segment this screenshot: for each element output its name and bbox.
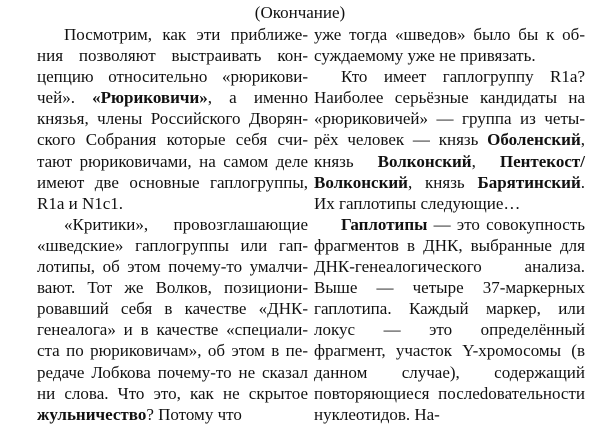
right-column — [314, 24, 585, 425]
paragraph-haplotypes-definition: Гаплотипы — это совокупность фрагментов в ДНК, выбранные для ДНК-генеалогического анализа. Выше — четыре 37-маркерных гаплотипа. Каждый маркер, или локус — это определённый фрагмент, участок Y-хромосомы (в данном случае), содержащий повторяющиеся послеdовательности нуклеотидов. На- — [314, 214, 585, 424]
paragraph-rurikovichi-intro: Посмотрим, как эти приближения позволяют выстраивать концепцию относительно «рюриковичей». «Рюриковичи», а именно князья, члены Российского Дворянского Собрания которые себя считают рюриковичами, на самом деле имеют две основные гаплогруппы, R1a и N1c1. — [37, 25, 308, 213]
bold-name-volkonsky: Волконский — [377, 151, 472, 171]
bold-term-haplotypes: Гаплотипы — [341, 214, 428, 234]
bold-term-rurikovichi: «Рюриковичи» — [92, 88, 208, 108]
bold-name-obolensky: Оболенский — [487, 130, 581, 150]
bold-name-pentecost-volkonsky: Пентекост/Волконский — [314, 151, 585, 192]
paragraph-haplogroup-r1a: Кто имеет гаплогруппу R1a? Наиболее серьёзные кандидаты на «рюриковичей» — группа из четырёх человек — князь Оболенский, князь Волконский, Пентекост/Волконский, князь Барятинский. Их гаплотипы следующие… — [314, 67, 585, 213]
bold-term-fraud: жульничество — [37, 404, 147, 424]
paragraph-continuation: уже тогда «шведов» было бы к обсуждаемому уже не привязать. — [314, 25, 585, 66]
continuation-heading: (Окончание) — [254, 3, 346, 22]
left-column — [37, 24, 308, 425]
bold-name-baryatinsky: Барятинский — [477, 172, 581, 192]
paragraph-critics: «Критики», провозглашающие «шведские» гаплогруппы или гаплотипы, об этом почему-то умалчивают. Тот же Волков, позиционировавший себя в качестве «ДНК-генеалога» и в качестве «специалиста по рюриковичам», об этом в передаче Лобкова почему-то не сказал ни слова. Что это, как не скрытое жульничество? Потому что — [37, 214, 308, 424]
